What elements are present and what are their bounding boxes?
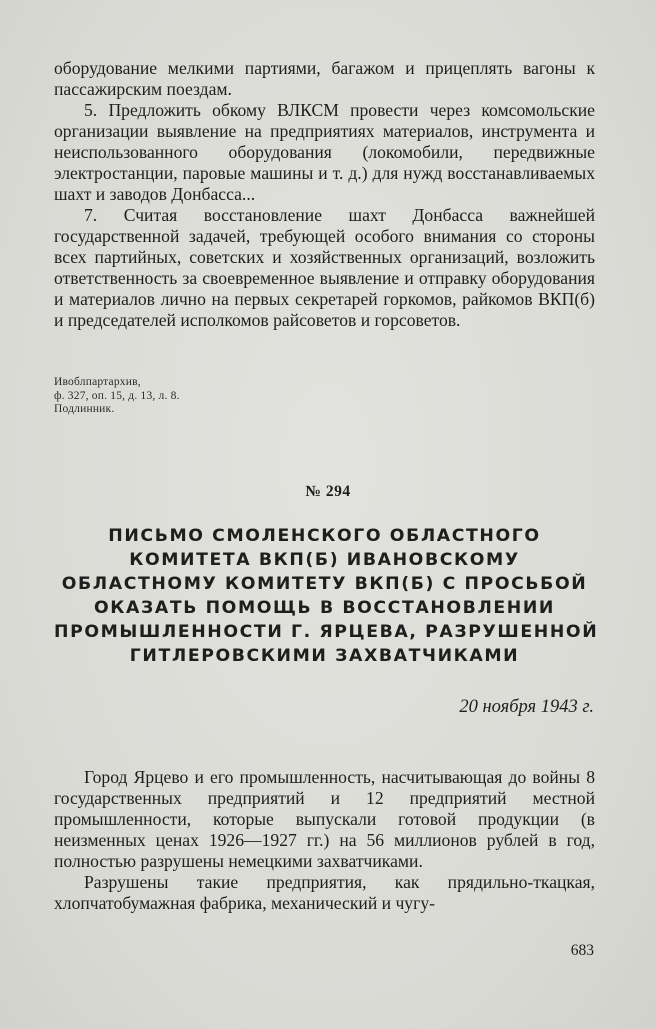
title-line: ПРОМЫШЛЕННОСТИ Г. ЯРЦЕВА, РАЗРУШЕННОЙ xyxy=(54,622,599,642)
paragraph-item-5: 5. Предложить обкому ВЛКСМ провести через комсомольские организации выявление на предприятиях материалов, инструмента и неиспользованного оборудования (локомобили, передвижные электростанции, паровые машины и т. д.) для нужд восстанавливаемых шахт и заводов Донбасса... xyxy=(54,100,595,204)
archive-reference: ф. 327, оп. 15, д. 13, л. 8. xyxy=(54,389,180,402)
title-line: ОБЛАСТНОМУ КОМИТЕТУ ВКП(Б) С ПРОСЬБОЙ xyxy=(61,574,588,594)
original-note: Подлинник. xyxy=(54,403,115,415)
previous-document-text xyxy=(54,58,595,331)
letter-paragraph-2: Разрушены такие предприятия, как прядильно-ткацкая, хлопчатобумажная фабрика, механический и чугу- xyxy=(54,872,595,913)
title-line: ГИТЛЕРОВСКИМИ ЗАХВАТЧИКАМИ xyxy=(129,646,520,666)
page-number: 683 xyxy=(570,942,594,959)
letter-paragraph-1: Город Ярцево и его промышленность, насчитывающая до войны 8 государственных предприятий и 12 предприятий местной промышленности, которые выпускали готовой продукции (в неизменных ценах 1926—1927 гг.) на 56 миллионов рублей в год, полностью разрушены немецкими захватчиками. xyxy=(54,767,595,871)
document-title xyxy=(54,524,599,668)
archive-source-note xyxy=(54,376,180,417)
title-line: ПИСЬМО СМОЛЕНСКОГО ОБЛАСТНОГО xyxy=(108,526,541,546)
archive-name: Ивоблпартархив, xyxy=(54,376,141,388)
document-date: 20 ноября 1943 г. xyxy=(459,697,594,717)
paragraph-item-7: 7. Считая восстановление шахт Донбасса важнейшей государственной задачей, требующей особого внимания со стороны всех партийных, советских и хозяйственных организаций, возложить ответственность за своевременное выявление и отправку оборудования и материалов лично на первых секретарей горкомов, райкомов ВКП(б) и председателей исполкомов райсоветов и горсоветов. xyxy=(54,205,595,330)
paragraph-continuation: оборудование мелкими партиями, багажом и прицеплять вагоны к пассажирским поездам. xyxy=(54,58,595,99)
title-line: КОМИТЕТА ВКП(Б) ИВАНОВСКОМУ xyxy=(129,550,520,570)
title-line: ОКАЗАТЬ ПОМОЩЬ В ВОССТАНОВЛЕНИИ xyxy=(93,598,555,618)
document-number: № 294 xyxy=(305,483,351,500)
letter-text xyxy=(54,767,595,914)
